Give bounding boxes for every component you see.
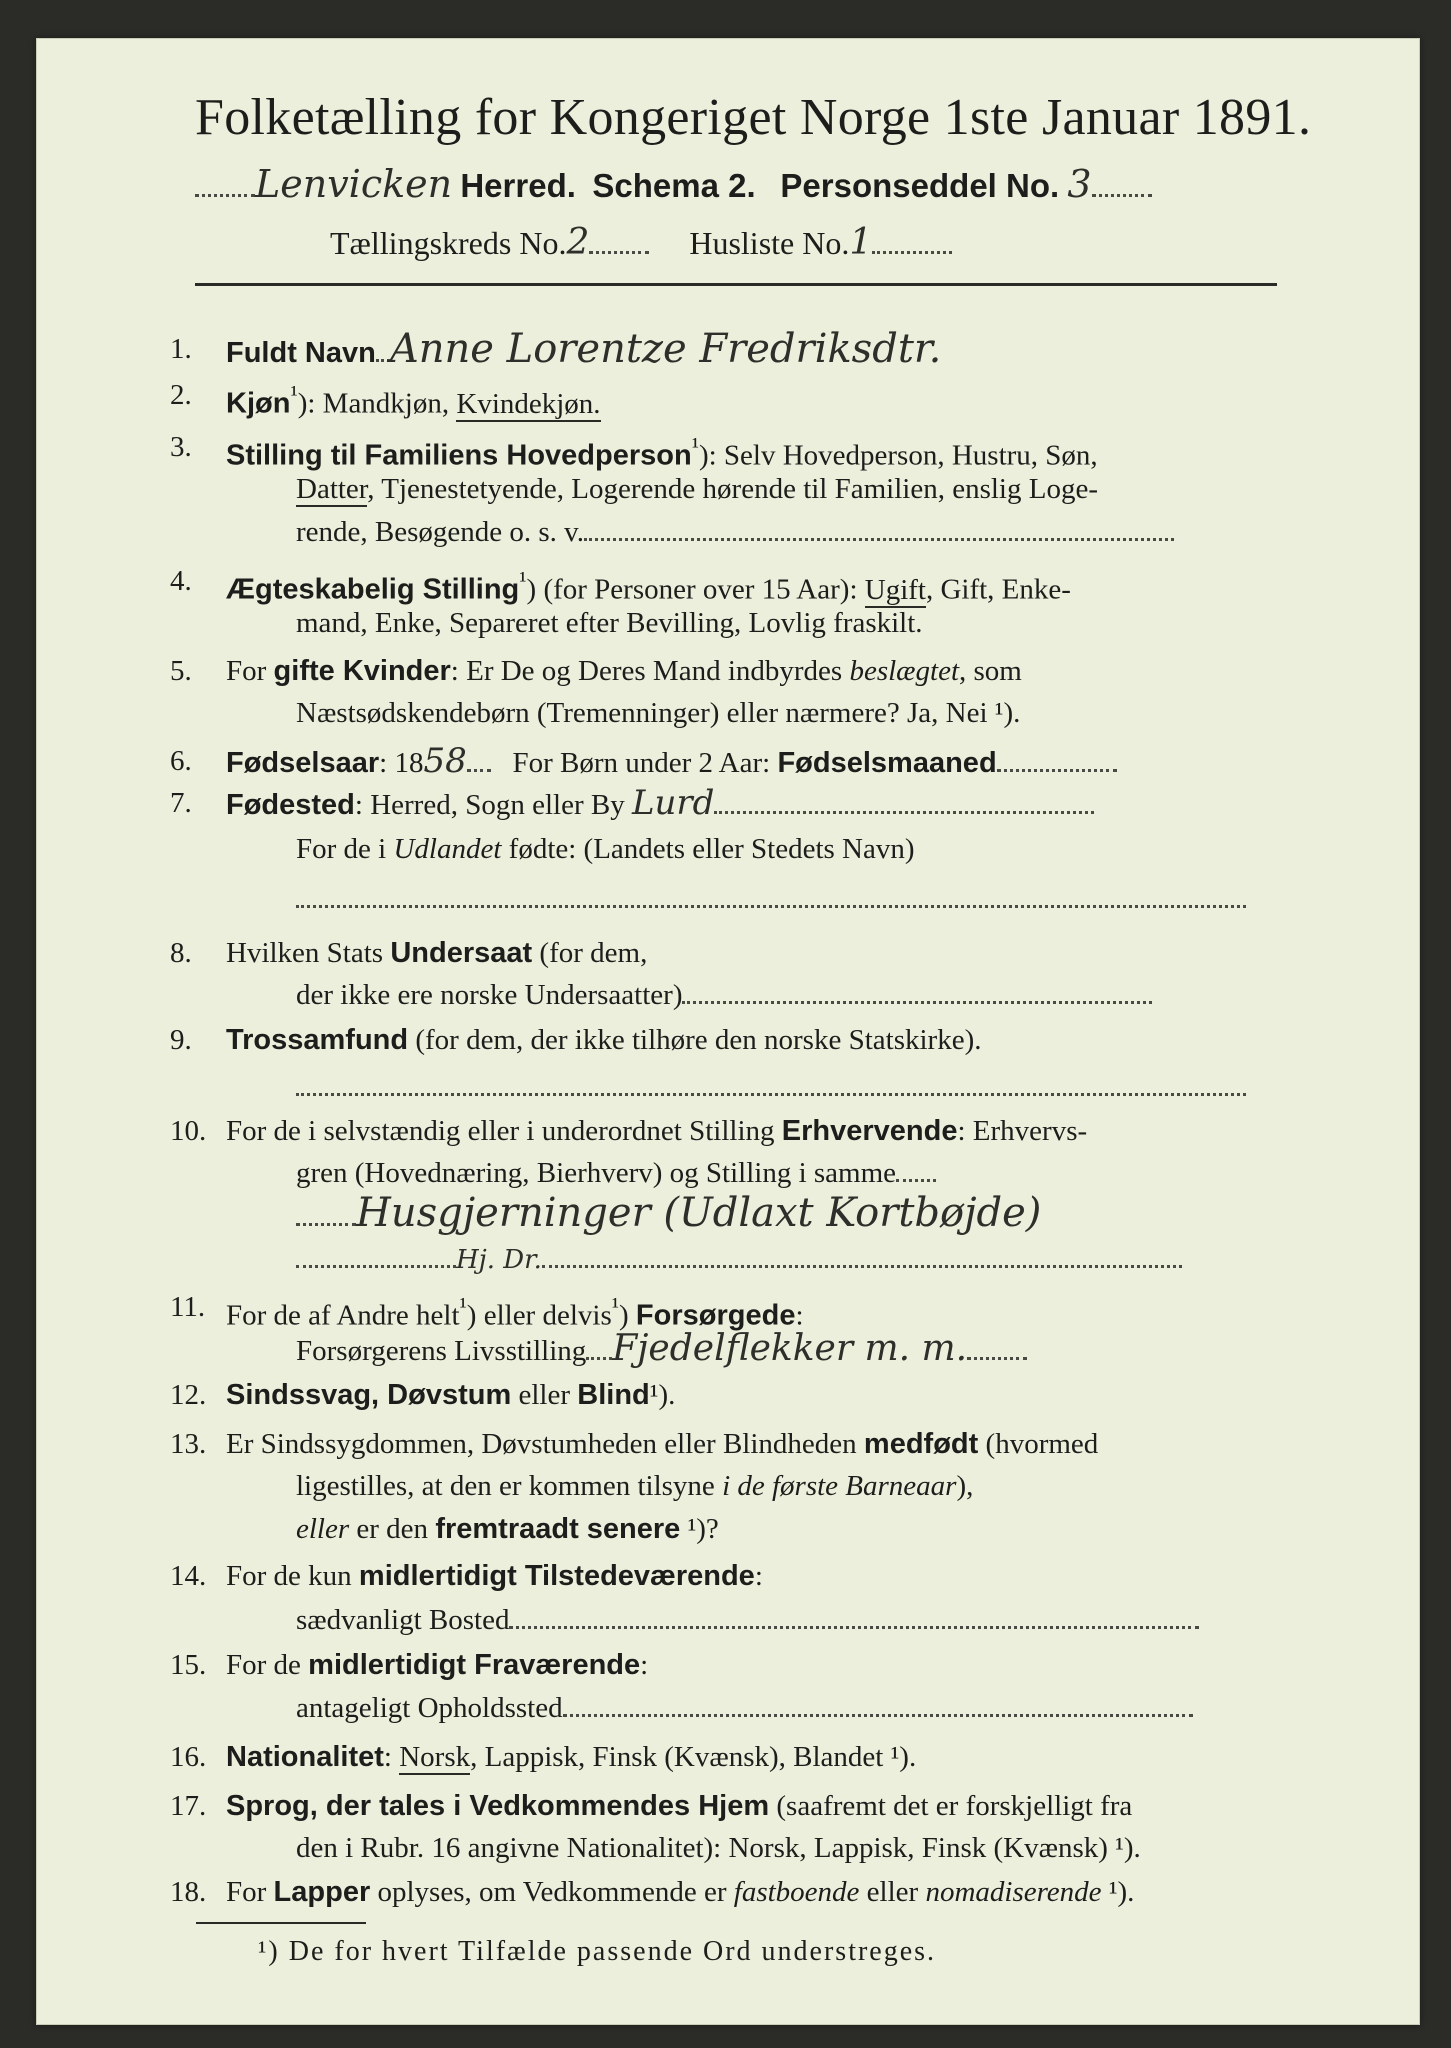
item-text: Næstsødskendebørn (Tremenninger) eller nærmere? Ja, Nei ¹). bbox=[296, 697, 1021, 729]
item-label: Fødested bbox=[226, 789, 355, 821]
item-text: , som bbox=[959, 655, 1022, 687]
item-text: : Herred, Sogn eller By bbox=[354, 789, 632, 821]
item-number: 7. bbox=[170, 787, 192, 819]
full-name-value: Anne Lorentze Fredriksdtr. bbox=[389, 326, 942, 372]
item-text: , Gift, Enke- bbox=[925, 573, 1071, 606]
item-text: : bbox=[795, 1299, 804, 1332]
item-number: 4. bbox=[170, 565, 192, 597]
item-label: midlertidigt Fraværende bbox=[308, 1649, 641, 1681]
item-text: ligestilles, at den er kommen tilsyne bbox=[296, 1470, 723, 1502]
item-text: For Børn under 2 Aar: bbox=[512, 747, 778, 779]
item-text: For de i bbox=[296, 833, 394, 865]
item-text: (for dem, der ikke tilhøre den norske Statskirke). bbox=[408, 1024, 982, 1056]
item-text: : 18 bbox=[379, 747, 424, 779]
herred-label: Herred. bbox=[460, 167, 576, 204]
item-text: Er Sindssygdommen, Døvstumheden eller Blindheden bbox=[226, 1428, 864, 1460]
header-rule bbox=[195, 283, 1277, 286]
item-text: , Tjenestetyende, Logerende hørende til Familien, enslig Loge- bbox=[367, 473, 1098, 505]
item-text: eller bbox=[859, 1876, 926, 1908]
birth-year-value: 58 bbox=[423, 741, 467, 781]
item-number: 17. bbox=[170, 1790, 207, 1822]
selected-option: Norsk bbox=[399, 1741, 471, 1773]
item-number: 13. bbox=[170, 1428, 207, 1460]
item-label: Kjøn bbox=[226, 387, 291, 420]
item-text: er den bbox=[349, 1513, 436, 1545]
item-text: ) (for Personer over 15 Aar): bbox=[526, 573, 865, 606]
birthplace-value: Lurd bbox=[631, 783, 715, 823]
item-emphasis: i de første Barneaar bbox=[722, 1470, 957, 1502]
item-text: : bbox=[383, 1741, 400, 1773]
item-text: Forsørgerens Livsstilling bbox=[296, 1335, 587, 1367]
occupation-value: Husgjerninger (Udlaxt Kortbøjde) bbox=[356, 1190, 1042, 1236]
selected-option: Ugift bbox=[864, 573, 926, 606]
item-text: ¹)? bbox=[680, 1513, 719, 1545]
item-label: midlertidigt Tilstedeværende bbox=[358, 1560, 755, 1592]
item-label: Nationalitet bbox=[226, 1741, 384, 1773]
header-line-kreds bbox=[330, 222, 952, 263]
item-text: ), bbox=[956, 1470, 974, 1502]
husliste-label: Husliste No. bbox=[689, 225, 850, 261]
item-text: (hvormed bbox=[978, 1428, 1099, 1460]
item-text: For bbox=[226, 655, 274, 687]
occupation-note: Hj. Dr. bbox=[456, 1245, 542, 1275]
item-text: For de bbox=[226, 1649, 309, 1681]
item-text: gren (Hovednæring, Bierhverv) og Stilling i samme bbox=[296, 1157, 897, 1189]
provider-occupation-value: Fjedelflekker m. m. bbox=[612, 1328, 968, 1369]
item-emphasis: eller bbox=[296, 1513, 350, 1545]
item-number: 11. bbox=[170, 1291, 206, 1323]
item-text: antageligt Opholdssted bbox=[296, 1692, 563, 1724]
kreds-label: Tællingskreds No. bbox=[330, 225, 567, 261]
personseddel-label: Personseddel No. bbox=[780, 167, 1060, 204]
item-label: Stilling til Familiens Hovedperson bbox=[226, 439, 692, 472]
item-text: : bbox=[640, 1649, 649, 1681]
schema-label: Schema 2. bbox=[592, 167, 756, 204]
item-text: fødte: (Landets eller Stedets Navn) bbox=[501, 833, 915, 865]
item-text: ): Selv Hovedperson, Hustru, Søn, bbox=[698, 439, 1098, 472]
item-text: : bbox=[754, 1560, 763, 1592]
personseddel-value: 3 bbox=[1067, 162, 1092, 206]
item-text: ¹). bbox=[649, 1379, 676, 1411]
header-line-herred bbox=[195, 162, 1152, 206]
item-number: 8. bbox=[170, 937, 192, 969]
item-number: 5. bbox=[170, 655, 192, 687]
item-text: ): Mandkjøn, bbox=[297, 387, 457, 420]
item-label: gifte Kvinder bbox=[273, 655, 451, 687]
item-emphasis: Udlandet bbox=[393, 833, 502, 865]
item-label: Blind bbox=[577, 1379, 650, 1411]
item-label: Sprog, der tales i Vedkommendes Hjem bbox=[226, 1790, 770, 1822]
item-text: oplyses, om Vedkommende er bbox=[370, 1876, 734, 1908]
husliste-value: 1 bbox=[849, 222, 873, 263]
item-text: For de kun bbox=[226, 1560, 359, 1592]
item-text: For de af Andre helt bbox=[226, 1299, 460, 1332]
item-number: 18. bbox=[170, 1876, 207, 1908]
footnote-mark: ¹ bbox=[519, 567, 527, 594]
item-label: Forsørgede bbox=[635, 1299, 796, 1332]
footnote-mark: ¹ bbox=[691, 433, 699, 460]
item-label: Ægteskabelig Stilling bbox=[226, 573, 520, 606]
item-text: eller bbox=[511, 1379, 578, 1411]
item-text: mand, Enke, Separeret efter Bevilling, Lovlig fraskilt. bbox=[296, 607, 923, 639]
item-text: sædvanligt Bosted bbox=[296, 1604, 510, 1636]
footnote-rule bbox=[196, 1922, 366, 1924]
kreds-value: 2 bbox=[566, 222, 590, 263]
item-label: Sindssvag, Døvstum bbox=[226, 1379, 512, 1411]
item-number: 14. bbox=[170, 1560, 207, 1592]
item-emphasis: nomadiserende bbox=[925, 1876, 1102, 1908]
item-text: (for dem, bbox=[532, 937, 648, 969]
selected-option: Datter bbox=[296, 473, 368, 505]
item-label: fremtraadt senere bbox=[435, 1513, 681, 1545]
item-text: For bbox=[226, 1876, 274, 1908]
item-text: (saafremt det er forskjelligt fra bbox=[769, 1790, 1133, 1822]
item-number: 10. bbox=[170, 1115, 207, 1147]
item-number: 12. bbox=[170, 1379, 207, 1411]
item-label: Erhvervende bbox=[781, 1115, 958, 1147]
item-text: ) bbox=[619, 1299, 636, 1332]
form-title: Folketælling for Kongeriget Norge 1ste Januar 1891. bbox=[195, 89, 1312, 146]
item-emphasis: beslægtet bbox=[849, 655, 959, 687]
item-label: Fuldt Navn bbox=[226, 337, 376, 369]
item-text: Hvilken Stats bbox=[226, 937, 391, 969]
item-text: den i Rubr. 16 angivne Nationalitet): Norsk, Lappisk, Finsk (Kvænsk) ¹). bbox=[296, 1832, 1141, 1864]
item-text: der ikke ere norske Undersaatter) bbox=[296, 979, 683, 1011]
footnote: ¹) De for hvert Tilfælde passende Ord understreges. bbox=[258, 1936, 937, 1967]
selected-option: Kvindekjøn. bbox=[456, 387, 601, 420]
item-text: , Lappisk, Finsk (Kvænsk), Blandet ¹). bbox=[470, 1741, 917, 1773]
item-number: 6. bbox=[170, 745, 192, 777]
item-text: rende, Besøgende o. s. v. bbox=[296, 516, 585, 548]
item-label: Fødselsaar bbox=[226, 747, 380, 779]
item-text: ) eller delvis bbox=[466, 1299, 612, 1332]
footnote-mark: ¹ bbox=[459, 1293, 467, 1320]
herred-value: Lenvicken bbox=[255, 162, 453, 206]
item-label: Undersaat bbox=[390, 937, 533, 969]
item-number: 2. bbox=[170, 379, 192, 411]
item-text: : Erhvervs- bbox=[957, 1115, 1088, 1147]
item-label: medfødt bbox=[863, 1428, 979, 1460]
item-number: 15. bbox=[170, 1649, 207, 1681]
item-emphasis: fastboende bbox=[733, 1876, 860, 1908]
footnote-mark: ¹ bbox=[611, 1293, 619, 1320]
item-number: 16. bbox=[170, 1741, 207, 1773]
item-label: Fødselsmaaned bbox=[777, 747, 997, 779]
item-number: 1. bbox=[170, 333, 192, 365]
footnote-mark: ¹ bbox=[290, 381, 298, 408]
item-text: : Er De og Deres Mand indbyrdes bbox=[450, 655, 850, 687]
item-number: 9. bbox=[170, 1024, 192, 1056]
item-label: Trossamfund bbox=[226, 1024, 409, 1056]
item-text: ¹). bbox=[1101, 1876, 1135, 1908]
item-text: For de i selvstændig eller i underordnet Stilling bbox=[226, 1115, 782, 1147]
item-number: 3. bbox=[170, 431, 192, 463]
item-label: Lapper bbox=[273, 1876, 371, 1908]
